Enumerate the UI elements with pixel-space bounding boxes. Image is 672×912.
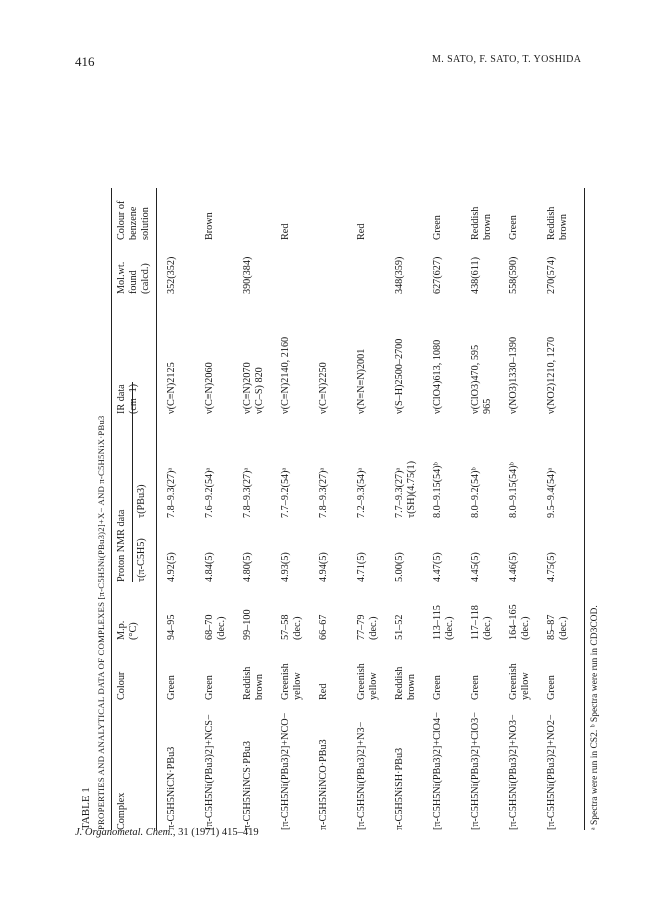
cell-complex: [π-C5H5Ni(PBu3)2]+NCS− [204,714,215,830]
cell-complex: π-C5H5NiNCS·PBu3 [242,741,253,830]
cell-colour: Reddish [242,666,253,700]
cell-molwt: 438(611) [470,257,481,294]
cell-colour2: brown [406,673,417,700]
cell-pbu3: 7.8–9.3(27)ᵃ [242,467,253,518]
cell-soln: Reddish [470,206,481,240]
cell-c5h5: 4.92(5) [166,552,177,582]
cell-c5h5: 5.00(5) [394,552,405,582]
cell-complex: [π-C5H5Ni(PBu3)2]+ClO4− [432,712,443,830]
cell-colour: Green [204,675,215,700]
header-molwt-2: found [128,270,139,294]
cell-mp: 94–95 [166,614,177,640]
cell-pbu3: 7.8–9.3(27)ᵃ [166,467,177,518]
table-caption: PROPERTIES AND ANALYTICAL DATA OF COMPLEXES [π-C5H5Ni(PBu3)2]+X− AND π-C5H5NiX·PBu3 [96,415,106,830]
header-solution-2: benzene [128,206,139,240]
cell-pbu3: 7.2–9.3(54)ᵃ [356,467,367,518]
cell-c5h5: 4.84(5) [204,552,215,582]
header-mp-label: M.p. [116,620,127,640]
cell-complex: π-C5H5NiNCO·PBu3 [318,739,329,830]
journal-reference: , 31 (1971) 415–419 [172,827,259,838]
cell-mp: 85–87 [546,614,557,640]
cell-colour2: yellow [520,672,531,700]
cell-colour: Green [470,675,481,700]
cell-ir2: 965 [482,398,493,414]
cell-ir2: ν(C–S) 820 [254,367,265,414]
cell-mp2: (dec.) [482,616,493,640]
header-solution-1: Colour of [116,200,127,240]
cell-colour2: brown [254,673,265,700]
cell-c5h5: 4.71(5) [356,552,367,582]
cell-complex: π-C5H5NiSH·PBu3 [394,747,405,830]
cell-ir: ν(ClO3)470, 595 [470,344,481,414]
cell-colour: Green [432,675,443,700]
cell-colour2: yellow [368,672,379,700]
cell-ir: ν(C≡N)2250 [318,362,329,414]
cell-colour: Red [318,683,329,700]
cell-c5h5: 4.46(5) [508,552,519,582]
cell-ir: ν(S–H)2500–2700 [394,338,405,414]
cell-pbu3: 7.7–9.3(27)ᵃ [394,467,405,518]
cell-pbu3: 8.0–9.15(54)ᵇ [508,462,519,518]
cell-ir: ν(C≡N)2060 [204,362,215,414]
cell-ir: ν(C≡N)2125 [166,362,177,414]
cell-colour: Greenish [280,663,291,700]
cell-complex: [π-C5H5Ni(PBu3)2]+NO2− [546,714,557,830]
cell-ir: ν(ClO4)613, 1080 [432,339,443,414]
header-nmr: Proton NMR data [116,509,127,582]
cell-complex: [π-C5H5Ni(PBu3)2]+ClO3− [470,712,481,830]
header-molwt-1: Mol.wt. [116,261,127,294]
cell-complex: [π-C5H5Ni(PBu3)2]+N3− [356,721,367,830]
cell-mp: 51–52 [394,614,405,640]
header-ir-unit: (cm−1) [128,383,139,414]
cell-mp: 57–58 [280,614,291,640]
cell-soln: Green [432,215,443,240]
cell-pbu3: 7.7–9.2(54)ᵃ [280,467,291,518]
cell-colour: Green [546,675,557,700]
running-header-authors: M. SATO, F. SATO, T. YOSHIDA [432,54,582,65]
cell-soln2: brown [482,213,493,240]
cell-c5h5: 4.94(5) [318,552,329,582]
header-nmr-pbu3: τ(PBu3) [136,484,147,518]
cell-soln: Red [280,223,291,240]
cell-mp: 164–165 [508,604,519,640]
cell-ir: ν(NO2)1210, 1270 [546,336,557,414]
cell-mp2: (dec.) [368,616,379,640]
cell-pbu3: 8.0–9.15(54)ᵇ [432,462,443,518]
cell-colour: Green [166,675,177,700]
cell-mp2: (dec.) [216,616,227,640]
header-ir-label: IR data [116,384,127,414]
cell-c5h5: 4.80(5) [242,552,253,582]
cell-mp: 68–70 [204,614,215,640]
cell-mp: 99–100 [242,609,253,640]
cell-mp: 77–79 [356,614,367,640]
page-number: 416 [75,54,95,69]
cell-molwt: 348(359) [394,256,405,294]
cell-ir: ν(N≡N≡N)2001 [356,348,367,414]
cell-pbu3: 8.0–9.2(54)ᵇ [470,467,481,518]
cell-colour: Greenish [356,663,367,700]
cell-mp2: (dec.) [292,616,303,640]
cell-molwt: 352(352) [166,256,177,294]
table-top-rule [111,188,112,830]
cell-pbu3-2: τ(SH)(4.75(1) [406,460,417,518]
cell-c5h5: 4.93(5) [280,552,291,582]
cell-soln: Reddish [546,206,557,240]
cell-c5h5: 4.45(5) [470,552,481,582]
table-bottom-rule [584,188,585,830]
cell-molwt: 270(574) [546,256,557,294]
cell-molwt: 627(627) [432,256,443,294]
cell-pbu3: 7.8–9.3(27)ᵃ [318,467,329,518]
cell-soln: Green [508,215,519,240]
cell-molwt: 558(590) [508,256,519,294]
cell-complex: π-C5H5NiCN·PBu3 [166,746,177,830]
table-footnote: ᵃ Spectra were run in CS2. ᵇ Spectra were run in CD3COD. [590,605,600,830]
header-complex: Complex [116,792,127,830]
cell-mp2: (dec.) [520,616,531,640]
cell-mp2: (dec.) [558,616,569,640]
cell-complex: [π-C5H5Ni(PBu3)2]+NO3− [508,714,519,830]
header-mp-unit: (°C) [128,622,139,640]
cell-pbu3: 7.6–9.2(54)ᵃ [204,467,215,518]
cell-ir: ν(C≡N)2140, 2160 [280,336,291,414]
cell-mp2: (dec.) [444,616,455,640]
cell-colour: Greenish [508,663,519,700]
cell-soln: Brown [204,212,215,240]
cell-colour2: yellow [292,672,303,700]
cell-mp: 117–118 [470,605,481,640]
cell-c5h5: 4.47(5) [432,552,443,582]
cell-colour: Reddish [394,666,405,700]
cell-mp: 113–115 [432,605,443,640]
cell-ir: ν(NO3)1330–1390 [508,336,519,414]
journal-name: J. Organometal. Chem. [75,827,173,838]
cell-complex: [π-C5H5Ni(PBu3)2]+NCO− [280,712,291,830]
rotated-table [80,80,600,830]
cell-soln2: brown [558,213,569,240]
cell-pbu3: 9.5–9.4(54)ᵃ [546,467,557,518]
cell-ir: ν(C≡N)2070 [242,362,253,414]
cell-c5h5: 4.75(5) [546,552,557,582]
table-title: TABLE 1 [80,787,92,830]
cell-mp: 66–67 [318,614,329,640]
header-solution-3: solution [140,207,151,240]
cell-molwt: 390(384) [242,256,253,294]
header-molwt-3: (calcd.) [140,263,151,294]
header-nmr-c5h5: τ(π-C5H5) [136,538,147,582]
cell-soln: Red [356,223,367,240]
header-colour: Colour [116,671,127,700]
header-bottom-rule [156,188,157,830]
